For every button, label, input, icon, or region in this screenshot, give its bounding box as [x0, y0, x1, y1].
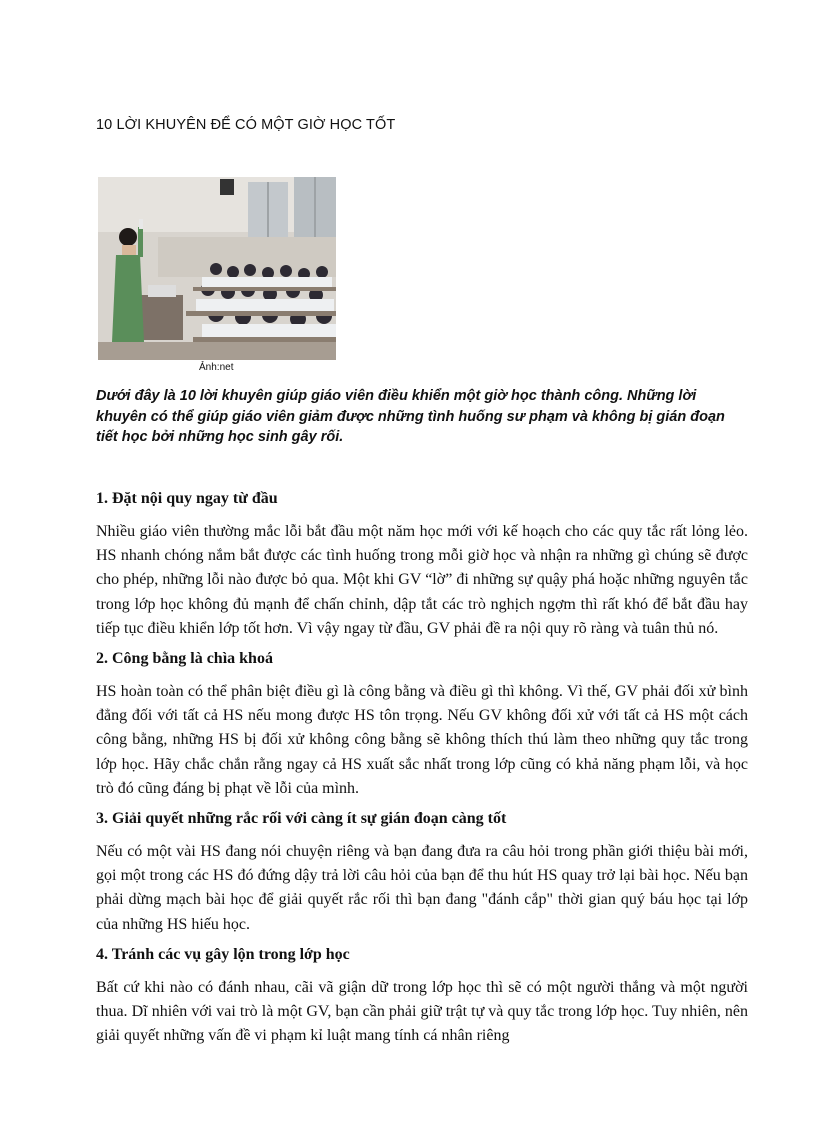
section-body: Nếu có một vài HS đang nói chuyện riêng và bạn đang đưa ra câu hỏi trong phần giới thiệu bài mới, gọi một trong các HS đó đứng dậy trả lời câu hỏi của bạn để thu hút HS quay trở lại bài học. Nếu bạn phải dừng mạch bài học để giải quyết rắc rối thì bạn đang "đánh cắp" thời gian quý báu học tại lớp của những HS hiếu học. — [96, 843, 748, 933]
section-heading: 4. Tránh các vụ gây lộn trong lớp học — [96, 945, 350, 963]
article-body — [96, 487, 748, 1054]
section-heading: 3. Giải quyết những rắc rối với càng ít sự gián đoạn càng tốt — [96, 810, 507, 828]
classroom-photo — [98, 177, 336, 360]
image-caption: Ảnh:net — [199, 362, 234, 373]
section-body: HS hoàn toàn có thể phân biệt điều gì là công bằng và điều gì thì không. Vì thế, GV phải đối xử bình đẳng đối với tất cả HS nếu mong được HS tôn trọng. Nếu GV không đối xử với tất cả HS một cách công bằng, những HS bị đối xử không công bằng sẽ không thích thú làm theo những quy tắc trong lớp học. Hãy chắc chắn rằng ngay cả HS xuất sắc nhất trong lớp cũng có khả năng phạm lỗi, và học trò đó cũng đáng bị phạt về lỗi của mình. — [96, 683, 748, 797]
section-heading: 2. Công bằng là chìa khoá — [96, 650, 273, 668]
section-body: Bất cứ khi nào có đánh nhau, cãi vã giận dữ trong lớp học thì sẽ có một người thắng và một người thua. Dĩ nhiên với vai trò là một GV, bạn cần phải giữ trật tự và quy tắc trong lớp học. Tuy nhiên, nên giải quyết những vấn đề vi phạm kỉ luật mang tính cá nhân riêng — [96, 978, 748, 1045]
section-body: Nhiều giáo viên thường mắc lỗi bắt đầu một năm học mới với kế hoạch cho các quy tắc rất lỏng lẻo. HS nhanh chóng nắm bắt được các tình huống trong mỗi giờ học và nhận ra những gì chúng sẽ được cho phép, những lỗi nào được bỏ qua. Một khi GV “lờ” đi những sự quậy phá hoặc những nguyên tắc trong lớp học không đủ mạnh để chấn chỉnh, dập tắt các trò nghịch ngợm thì rất khó để bắt đầu hay tiếp tục điều khiển lớp tốt hơn. Vì vậy ngay từ đầu, GV phải đề ra nội quy rõ ràng và tuân thủ nó. — [96, 523, 748, 637]
document-title: 10 LỜI KHUYÊN ĐỂ CÓ MỘT GIỜ HỌC TỐT — [96, 117, 396, 133]
lead-paragraph: Dưới đây là 10 lời khuyên giúp giáo viên điều khiển một giờ học thành công. Những lời khuyên có thể giúp giáo viên giảm được những tình huống sư phạm và không bị gián đoạn tiết học bởi những học sinh gây rối. — [96, 388, 725, 445]
section-heading: 1. Đặt nội quy ngay từ đầu — [96, 490, 278, 507]
